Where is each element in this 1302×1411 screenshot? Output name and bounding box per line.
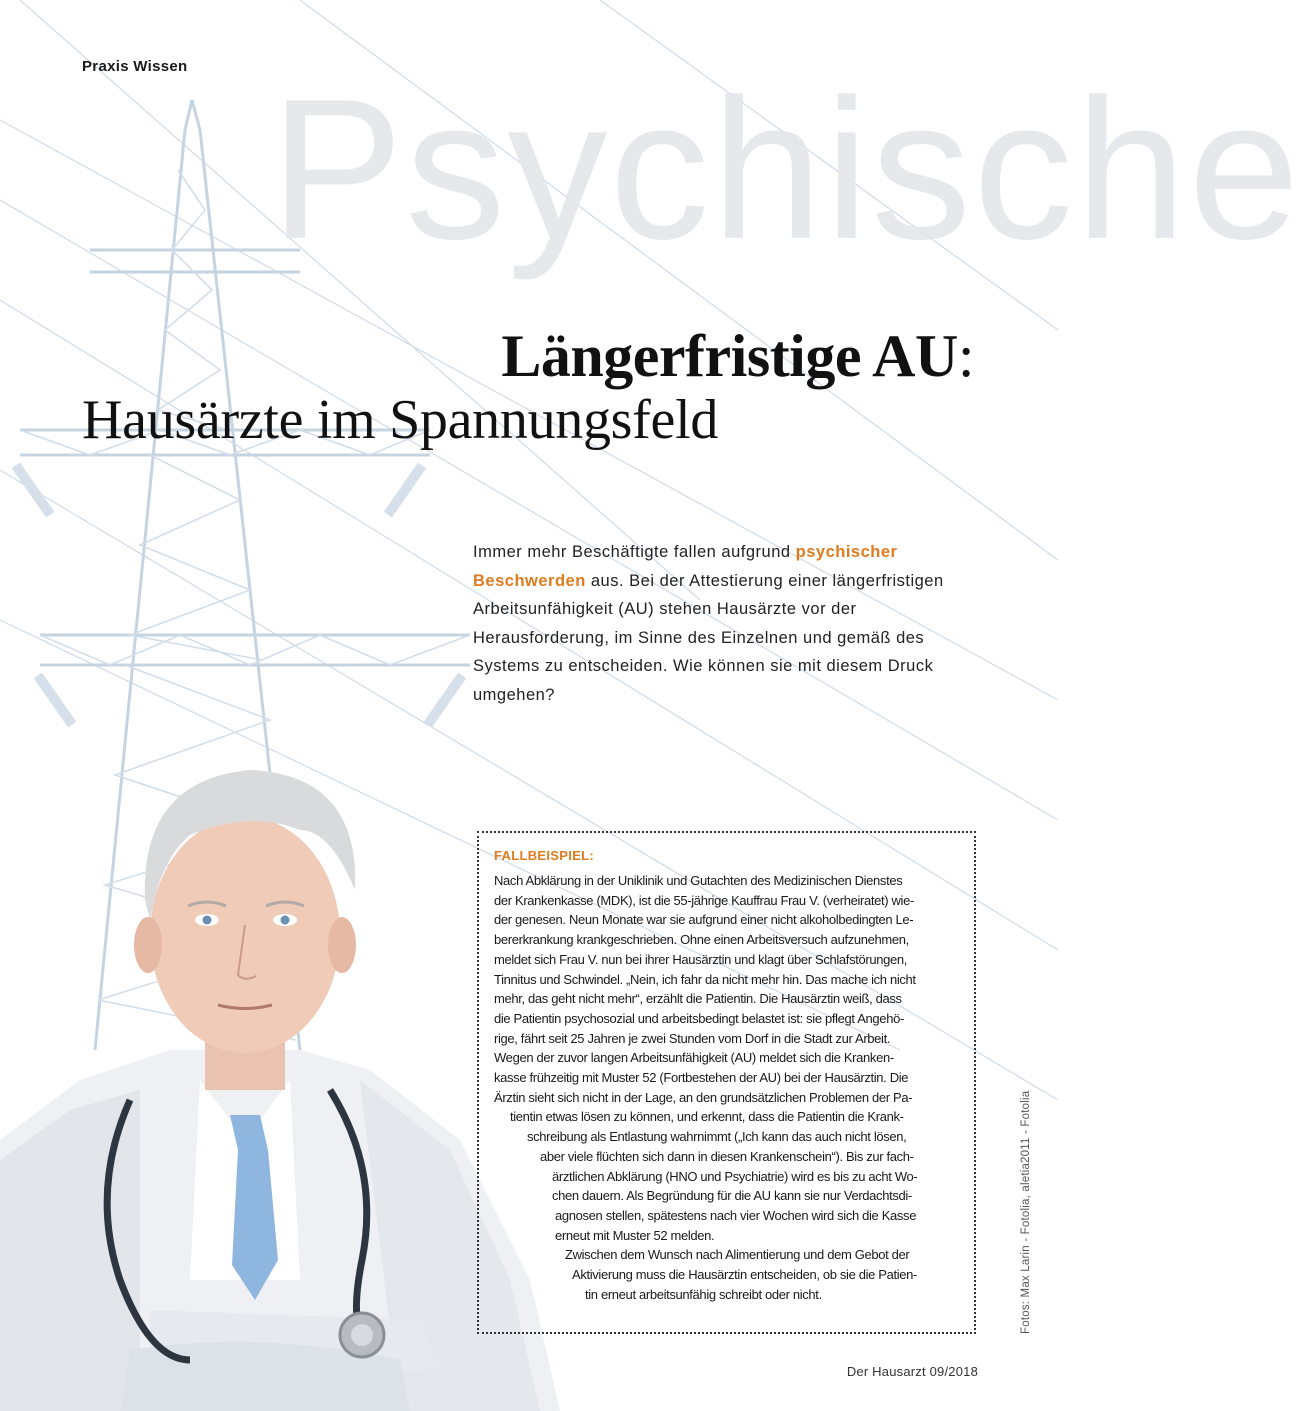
headline-sub: Hausärzte im Spannungsfeld <box>82 389 719 451</box>
headline <box>501 322 974 391</box>
case-text-line: Aktivierung muss die Hausärztin entscheiden, ob sie die Patien- <box>572 1267 918 1282</box>
lead-paragraph <box>473 538 993 709</box>
lead-highlight: psychischer Beschwerden <box>473 543 898 590</box>
case-text-line: Wegen der zuvor langen Arbeitsunfähigkeit (AU) meldet sich die Kranken- <box>494 1050 894 1066</box>
case-text-line: agnosen stellen, spätestens nach vier Wochen wird sich die Kasse <box>555 1207 917 1223</box>
lead-before: Immer mehr Beschäftigte fallen aufgrund <box>473 543 796 561</box>
case-text-line: tin erneut arbeitsunfähig schreibt oder nicht. <box>585 1286 822 1302</box>
lead-after: aus. Bei der Attestierung einer längerfristigen Arbeitsunfähigkeit (AU) stehen Hausärzte vor der Herausforderung, im Sinne des Einzelnen und gemäß des Systems zu entscheiden. Wie können sie mit diesem Druck umgehen? <box>473 571 944 704</box>
headline-colon: : <box>957 323 974 389</box>
case-text-line: Ärztin sieht sich nicht in der Lage, an den grundsätzlichen Problemen der Pa- <box>494 1089 913 1105</box>
doctor-photo <box>0 720 560 1411</box>
case-text-line: der genesen. Neun Monate war sie aufgrund einer nicht alkoholbedingten Le- <box>494 912 914 928</box>
case-text-line: Nach Abklärung in der Uniklinik und Gutachten des Medizinischen Dienstes <box>494 873 903 888</box>
photo-credit: Fotos: Max Larin - Fotolia, aletia2011 - Fotolia <box>1020 1090 1032 1334</box>
headline-main: Längerfristige AU <box>501 323 958 389</box>
case-text-line: die Patientin psychosozial und arbeitsbedingt belastet ist: sie pflegt Angehö- <box>494 1010 904 1026</box>
case-text-line: kasse frühzeitig mit Muster 52 (Fortbestehen der AU) bei der Hausärztin. Die <box>494 1070 909 1085</box>
case-text-line: bererkrankung krankgeschrieben. Ohne einen Arbeitsversuch aufzunehmen, <box>494 932 909 948</box>
case-text-line: Tinnitus und Schwindel. „Nein, ich fahr da nicht mehr hin. Das mache ich nicht <box>494 971 916 987</box>
case-text-line: aber viele flüchten sich dann in diesen Krankenschein“). Bis zur fach- <box>540 1148 914 1164</box>
footer-issue: Der Hausarzt 09/2018 <box>846 1364 978 1379</box>
case-text-line: ärztlichen Abklärung (HNO und Psychiatrie) wird es bis zu acht Wo- <box>552 1168 918 1184</box>
case-text-line: meldet sich Frau V. nun bei ihrer Hausärztin und klagt über Schlafstörungen, <box>494 951 908 967</box>
background-word: Psychische <box>270 58 1302 281</box>
case-text-line: chen dauern. Als Begründung für die AU kann sie nur Verdachtsdi- <box>552 1188 912 1204</box>
case-text-line: tientin etwas lösen zu können, und erkennt, dass die Patientin die Krank- <box>510 1109 904 1125</box>
case-text-line: der Krankenkasse (MDK), ist die 55-jährige Kauffrau Frau V. (verheiratet) wie- <box>494 892 914 908</box>
case-text-line: schreibung als Entlastung wahrnimmt („Ich kann das auch nicht lösen, <box>527 1129 907 1145</box>
case-heading: FALLBEISPIEL: <box>494 848 594 863</box>
case-text-line: mehr, das geht nicht mehr“, erzählt die Patientin. Die Hausärztin weiß, dass <box>494 991 902 1007</box>
section-label: Praxis Wissen <box>82 58 188 75</box>
case-text-line: Zwischen dem Wunsch nach Alimentierung und dem Gebot der <box>565 1247 910 1263</box>
case-text-line: rige, fährt seit 25 Jahren je zwei Stunden vom Dorf in die Stadt zur Arbeit. <box>494 1030 891 1046</box>
case-text-line: erneut mit Muster 52 melden. <box>555 1227 715 1243</box>
